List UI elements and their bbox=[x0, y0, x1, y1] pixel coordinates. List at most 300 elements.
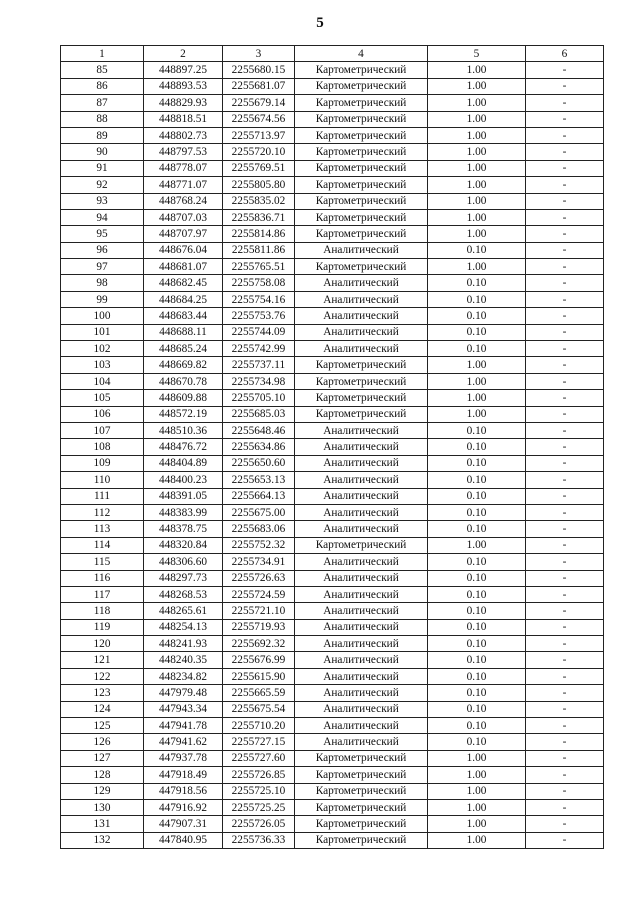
accuracy-cell: 0.10 bbox=[428, 455, 526, 471]
table-row bbox=[61, 816, 604, 832]
note-cell: - bbox=[526, 422, 604, 438]
x-coordinate-cell: 448572.19 bbox=[144, 406, 223, 422]
note-cell: - bbox=[526, 586, 604, 602]
note-cell: - bbox=[526, 177, 604, 193]
y-coordinate-cell: 2255726.85 bbox=[223, 767, 295, 783]
point-number-cell: 131 bbox=[61, 816, 144, 832]
table-row bbox=[61, 341, 604, 357]
y-coordinate-cell: 2255736.33 bbox=[223, 832, 295, 848]
method-cell: Картометрический bbox=[295, 816, 428, 832]
method-cell: Аналитический bbox=[295, 341, 428, 357]
method-cell: Аналитический bbox=[295, 701, 428, 717]
table-row bbox=[61, 619, 604, 635]
accuracy-cell: 0.10 bbox=[428, 291, 526, 307]
method-cell: Аналитический bbox=[295, 554, 428, 570]
table-row bbox=[61, 455, 604, 471]
point-number-cell: 85 bbox=[61, 62, 144, 78]
method-cell: Аналитический bbox=[295, 718, 428, 734]
point-number-cell: 98 bbox=[61, 275, 144, 291]
point-number-cell: 90 bbox=[61, 144, 144, 160]
accuracy-cell: 1.00 bbox=[428, 78, 526, 94]
x-coordinate-cell: 448234.82 bbox=[144, 668, 223, 684]
note-cell: - bbox=[526, 504, 604, 520]
accuracy-cell: 0.10 bbox=[428, 275, 526, 291]
method-cell: Аналитический bbox=[295, 570, 428, 586]
method-cell: Аналитический bbox=[295, 422, 428, 438]
note-cell: - bbox=[526, 259, 604, 275]
point-number-cell: 104 bbox=[61, 373, 144, 389]
point-number-cell: 100 bbox=[61, 308, 144, 324]
accuracy-cell: 1.00 bbox=[428, 373, 526, 389]
method-cell: Аналитический bbox=[295, 488, 428, 504]
accuracy-cell: 0.10 bbox=[428, 685, 526, 701]
table-row bbox=[61, 718, 604, 734]
note-cell: - bbox=[526, 144, 604, 160]
accuracy-cell: 0.10 bbox=[428, 570, 526, 586]
point-number-cell: 87 bbox=[61, 95, 144, 111]
point-number-cell: 97 bbox=[61, 259, 144, 275]
accuracy-cell: 1.00 bbox=[428, 144, 526, 160]
method-cell: Аналитический bbox=[295, 275, 428, 291]
table-row bbox=[61, 242, 604, 258]
y-coordinate-cell: 2255681.07 bbox=[223, 78, 295, 94]
accuracy-cell: 0.10 bbox=[428, 619, 526, 635]
method-cell: Картометрический bbox=[295, 226, 428, 242]
point-number-cell: 126 bbox=[61, 734, 144, 750]
point-number-cell: 128 bbox=[61, 767, 144, 783]
accuracy-cell: 1.00 bbox=[428, 177, 526, 193]
note-cell: - bbox=[526, 160, 604, 176]
table-row bbox=[61, 357, 604, 373]
table-row bbox=[61, 308, 604, 324]
x-coordinate-cell: 447941.78 bbox=[144, 718, 223, 734]
table-row bbox=[61, 259, 604, 275]
note-cell: - bbox=[526, 111, 604, 127]
accuracy-cell: 1.00 bbox=[428, 390, 526, 406]
y-coordinate-cell: 2255811.86 bbox=[223, 242, 295, 258]
y-coordinate-cell: 2255721.10 bbox=[223, 603, 295, 619]
method-cell: Картометрический bbox=[295, 193, 428, 209]
note-cell: - bbox=[526, 488, 604, 504]
method-cell: Картометрический bbox=[295, 390, 428, 406]
point-number-cell: 86 bbox=[61, 78, 144, 94]
table-row bbox=[61, 570, 604, 586]
point-number-cell: 105 bbox=[61, 390, 144, 406]
table-row bbox=[61, 652, 604, 668]
table-row bbox=[61, 537, 604, 553]
point-number-cell: 106 bbox=[61, 406, 144, 422]
note-cell: - bbox=[526, 275, 604, 291]
y-coordinate-cell: 2255769.51 bbox=[223, 160, 295, 176]
note-cell: - bbox=[526, 242, 604, 258]
table-row bbox=[61, 521, 604, 537]
point-number-cell: 122 bbox=[61, 668, 144, 684]
table-row bbox=[61, 734, 604, 750]
table-row bbox=[61, 685, 604, 701]
point-number-cell: 132 bbox=[61, 832, 144, 848]
method-cell: Картометрический bbox=[295, 259, 428, 275]
point-number-cell: 93 bbox=[61, 193, 144, 209]
point-number-cell: 111 bbox=[61, 488, 144, 504]
note-cell: - bbox=[526, 308, 604, 324]
y-coordinate-cell: 2255710.20 bbox=[223, 718, 295, 734]
x-coordinate-cell: 447840.95 bbox=[144, 832, 223, 848]
page-number: 5 bbox=[316, 15, 324, 31]
accuracy-cell: 0.10 bbox=[428, 586, 526, 602]
x-coordinate-cell: 448683.44 bbox=[144, 308, 223, 324]
table-row bbox=[61, 275, 604, 291]
note-cell: - bbox=[526, 521, 604, 537]
table-row bbox=[61, 488, 604, 504]
note-cell: - bbox=[526, 685, 604, 701]
table-row bbox=[61, 127, 604, 143]
x-coordinate-cell: 447937.78 bbox=[144, 750, 223, 766]
y-coordinate-cell: 2255737.11 bbox=[223, 357, 295, 373]
note-cell: - bbox=[526, 537, 604, 553]
note-cell: - bbox=[526, 734, 604, 750]
point-number-cell: 109 bbox=[61, 455, 144, 471]
y-coordinate-cell: 2255615.90 bbox=[223, 668, 295, 684]
point-number-cell: 114 bbox=[61, 537, 144, 553]
point-number-cell: 99 bbox=[61, 291, 144, 307]
accuracy-cell: 0.10 bbox=[428, 734, 526, 750]
y-coordinate-cell: 2255705.10 bbox=[223, 390, 295, 406]
x-coordinate-cell: 447907.31 bbox=[144, 816, 223, 832]
note-cell: - bbox=[526, 406, 604, 422]
x-coordinate-cell: 448797.53 bbox=[144, 144, 223, 160]
method-cell: Картометрический bbox=[295, 832, 428, 848]
x-coordinate-cell: 448265.61 bbox=[144, 603, 223, 619]
note-cell: - bbox=[526, 341, 604, 357]
note-cell: - bbox=[526, 373, 604, 389]
method-cell: Аналитический bbox=[295, 619, 428, 635]
accuracy-cell: 0.10 bbox=[428, 668, 526, 684]
table-row bbox=[61, 832, 604, 848]
table-row bbox=[61, 177, 604, 193]
accuracy-cell: 1.00 bbox=[428, 127, 526, 143]
y-coordinate-cell: 2255724.59 bbox=[223, 586, 295, 602]
method-cell: Картометрический bbox=[295, 78, 428, 94]
note-cell: - bbox=[526, 78, 604, 94]
method-cell: Аналитический bbox=[295, 439, 428, 455]
method-cell: Картометрический bbox=[295, 160, 428, 176]
accuracy-cell: 1.00 bbox=[428, 816, 526, 832]
y-coordinate-cell: 2255727.60 bbox=[223, 750, 295, 766]
x-coordinate-cell: 448893.53 bbox=[144, 78, 223, 94]
y-coordinate-cell: 2255685.03 bbox=[223, 406, 295, 422]
note-cell: - bbox=[526, 439, 604, 455]
method-cell: Аналитический bbox=[295, 603, 428, 619]
note-cell: - bbox=[526, 636, 604, 652]
point-number-cell: 113 bbox=[61, 521, 144, 537]
x-coordinate-cell: 448684.25 bbox=[144, 291, 223, 307]
y-coordinate-cell: 2255720.10 bbox=[223, 144, 295, 160]
accuracy-cell: 0.10 bbox=[428, 488, 526, 504]
note-cell: - bbox=[526, 783, 604, 799]
note-cell: - bbox=[526, 291, 604, 307]
y-coordinate-cell: 2255648.46 bbox=[223, 422, 295, 438]
x-coordinate-cell: 448707.97 bbox=[144, 226, 223, 242]
point-number-cell: 127 bbox=[61, 750, 144, 766]
table-row bbox=[61, 324, 604, 340]
table-row bbox=[61, 439, 604, 455]
x-coordinate-cell: 448897.25 bbox=[144, 62, 223, 78]
accuracy-cell: 0.10 bbox=[428, 439, 526, 455]
table-header-row bbox=[61, 46, 604, 62]
point-number-cell: 96 bbox=[61, 242, 144, 258]
note-cell: - bbox=[526, 816, 604, 832]
table-row bbox=[61, 504, 604, 520]
note-cell: - bbox=[526, 390, 604, 406]
table-row bbox=[61, 144, 604, 160]
method-cell: Аналитический bbox=[295, 504, 428, 520]
x-coordinate-cell: 448682.45 bbox=[144, 275, 223, 291]
x-coordinate-cell: 447918.56 bbox=[144, 783, 223, 799]
table-row bbox=[61, 160, 604, 176]
point-number-cell: 95 bbox=[61, 226, 144, 242]
coordinates-table-body bbox=[61, 46, 604, 849]
accuracy-cell: 1.00 bbox=[428, 226, 526, 242]
accuracy-cell: 0.10 bbox=[428, 701, 526, 717]
x-coordinate-cell: 448268.53 bbox=[144, 586, 223, 602]
table-row bbox=[61, 390, 604, 406]
accuracy-cell: 1.00 bbox=[428, 95, 526, 111]
note-cell: - bbox=[526, 701, 604, 717]
method-cell: Картометрический bbox=[295, 750, 428, 766]
y-coordinate-cell: 2255814.86 bbox=[223, 226, 295, 242]
note-cell: - bbox=[526, 193, 604, 209]
table-row bbox=[61, 603, 604, 619]
accuracy-cell: 1.00 bbox=[428, 62, 526, 78]
x-coordinate-cell: 448669.82 bbox=[144, 357, 223, 373]
accuracy-cell: 1.00 bbox=[428, 832, 526, 848]
method-cell: Картометрический bbox=[295, 799, 428, 815]
y-coordinate-cell: 2255744.09 bbox=[223, 324, 295, 340]
note-cell: - bbox=[526, 668, 604, 684]
accuracy-cell: 0.10 bbox=[428, 718, 526, 734]
method-cell: Аналитический bbox=[295, 668, 428, 684]
x-coordinate-cell: 447943.34 bbox=[144, 701, 223, 717]
accuracy-cell: 0.10 bbox=[428, 521, 526, 537]
note-cell: - bbox=[526, 619, 604, 635]
accuracy-cell: 1.00 bbox=[428, 537, 526, 553]
point-number-cell: 88 bbox=[61, 111, 144, 127]
y-coordinate-cell: 2255634.86 bbox=[223, 439, 295, 455]
x-coordinate-cell: 448391.05 bbox=[144, 488, 223, 504]
x-coordinate-cell: 448400.23 bbox=[144, 472, 223, 488]
accuracy-cell: 0.10 bbox=[428, 554, 526, 570]
y-coordinate-cell: 2255650.60 bbox=[223, 455, 295, 471]
method-cell: Аналитический bbox=[295, 242, 428, 258]
table-row bbox=[61, 193, 604, 209]
point-number-cell: 129 bbox=[61, 783, 144, 799]
header-cell-1: 1 bbox=[61, 46, 144, 62]
note-cell: - bbox=[526, 652, 604, 668]
method-cell: Картометрический bbox=[295, 783, 428, 799]
method-cell: Картометрический bbox=[295, 177, 428, 193]
x-coordinate-cell: 448802.73 bbox=[144, 127, 223, 143]
point-number-cell: 118 bbox=[61, 603, 144, 619]
note-cell: - bbox=[526, 357, 604, 373]
method-cell: Картометрический bbox=[295, 127, 428, 143]
method-cell: Аналитический bbox=[295, 472, 428, 488]
accuracy-cell: 1.00 bbox=[428, 406, 526, 422]
table-row bbox=[61, 799, 604, 815]
y-coordinate-cell: 2255836.71 bbox=[223, 209, 295, 225]
note-cell: - bbox=[526, 767, 604, 783]
table-row bbox=[61, 554, 604, 570]
method-cell: Аналитический bbox=[295, 652, 428, 668]
x-coordinate-cell: 448688.11 bbox=[144, 324, 223, 340]
y-coordinate-cell: 2255726.63 bbox=[223, 570, 295, 586]
x-coordinate-cell: 448609.88 bbox=[144, 390, 223, 406]
table-row bbox=[61, 668, 604, 684]
y-coordinate-cell: 2255680.15 bbox=[223, 62, 295, 78]
point-number-cell: 103 bbox=[61, 357, 144, 373]
note-cell: - bbox=[526, 127, 604, 143]
point-number-cell: 120 bbox=[61, 636, 144, 652]
table-row bbox=[61, 226, 604, 242]
table-row bbox=[61, 767, 604, 783]
y-coordinate-cell: 2255692.32 bbox=[223, 636, 295, 652]
accuracy-cell: 1.00 bbox=[428, 783, 526, 799]
x-coordinate-cell: 448378.75 bbox=[144, 521, 223, 537]
y-coordinate-cell: 2255679.14 bbox=[223, 95, 295, 111]
note-cell: - bbox=[526, 799, 604, 815]
point-number-cell: 121 bbox=[61, 652, 144, 668]
header-cell-4: 4 bbox=[295, 46, 428, 62]
y-coordinate-cell: 2255664.13 bbox=[223, 488, 295, 504]
x-coordinate-cell: 448241.93 bbox=[144, 636, 223, 652]
accuracy-cell: 0.10 bbox=[428, 324, 526, 340]
x-coordinate-cell: 448818.51 bbox=[144, 111, 223, 127]
table-row bbox=[61, 62, 604, 78]
y-coordinate-cell: 2255752.32 bbox=[223, 537, 295, 553]
x-coordinate-cell: 448768.24 bbox=[144, 193, 223, 209]
y-coordinate-cell: 2255675.00 bbox=[223, 504, 295, 520]
table-row bbox=[61, 209, 604, 225]
x-coordinate-cell: 448778.07 bbox=[144, 160, 223, 176]
accuracy-cell: 1.00 bbox=[428, 750, 526, 766]
header-cell-2: 2 bbox=[144, 46, 223, 62]
y-coordinate-cell: 2255676.99 bbox=[223, 652, 295, 668]
y-coordinate-cell: 2255713.97 bbox=[223, 127, 295, 143]
y-coordinate-cell: 2255725.25 bbox=[223, 799, 295, 815]
x-coordinate-cell: 448771.07 bbox=[144, 177, 223, 193]
accuracy-cell: 1.00 bbox=[428, 767, 526, 783]
table-row bbox=[61, 373, 604, 389]
accuracy-cell: 1.00 bbox=[428, 799, 526, 815]
method-cell: Картометрический bbox=[295, 357, 428, 373]
method-cell: Аналитический bbox=[295, 734, 428, 750]
coordinates-table bbox=[60, 45, 604, 849]
note-cell: - bbox=[526, 472, 604, 488]
point-number-cell: 116 bbox=[61, 570, 144, 586]
point-number-cell: 89 bbox=[61, 127, 144, 143]
x-coordinate-cell: 448476.72 bbox=[144, 439, 223, 455]
y-coordinate-cell: 2255835.02 bbox=[223, 193, 295, 209]
table-row bbox=[61, 406, 604, 422]
table-row bbox=[61, 701, 604, 717]
x-coordinate-cell: 448240.35 bbox=[144, 652, 223, 668]
x-coordinate-cell: 447918.49 bbox=[144, 767, 223, 783]
note-cell: - bbox=[526, 718, 604, 734]
x-coordinate-cell: 448254.13 bbox=[144, 619, 223, 635]
accuracy-cell: 0.10 bbox=[428, 652, 526, 668]
y-coordinate-cell: 2255765.51 bbox=[223, 259, 295, 275]
y-coordinate-cell: 2255734.91 bbox=[223, 554, 295, 570]
method-cell: Аналитический bbox=[295, 324, 428, 340]
y-coordinate-cell: 2255675.54 bbox=[223, 701, 295, 717]
table-row bbox=[61, 750, 604, 766]
accuracy-cell: 0.10 bbox=[428, 422, 526, 438]
point-number-cell: 124 bbox=[61, 701, 144, 717]
point-number-cell: 110 bbox=[61, 472, 144, 488]
table-row bbox=[61, 422, 604, 438]
table-row bbox=[61, 78, 604, 94]
x-coordinate-cell: 448685.24 bbox=[144, 341, 223, 357]
table-row bbox=[61, 783, 604, 799]
y-coordinate-cell: 2255725.10 bbox=[223, 783, 295, 799]
method-cell: Картометрический bbox=[295, 373, 428, 389]
x-coordinate-cell: 447941.62 bbox=[144, 734, 223, 750]
x-coordinate-cell: 448670.78 bbox=[144, 373, 223, 389]
table-row bbox=[61, 636, 604, 652]
y-coordinate-cell: 2255742.99 bbox=[223, 341, 295, 357]
point-number-cell: 94 bbox=[61, 209, 144, 225]
accuracy-cell: 0.10 bbox=[428, 504, 526, 520]
y-coordinate-cell: 2255758.08 bbox=[223, 275, 295, 291]
point-number-cell: 125 bbox=[61, 718, 144, 734]
y-coordinate-cell: 2255665.59 bbox=[223, 685, 295, 701]
method-cell: Картометрический bbox=[295, 111, 428, 127]
accuracy-cell: 1.00 bbox=[428, 357, 526, 373]
x-coordinate-cell: 448306.60 bbox=[144, 554, 223, 570]
method-cell: Аналитический bbox=[295, 685, 428, 701]
y-coordinate-cell: 2255805.80 bbox=[223, 177, 295, 193]
point-number-cell: 115 bbox=[61, 554, 144, 570]
y-coordinate-cell: 2255753.76 bbox=[223, 308, 295, 324]
method-cell: Аналитический bbox=[295, 455, 428, 471]
method-cell: Аналитический bbox=[295, 291, 428, 307]
accuracy-cell: 1.00 bbox=[428, 259, 526, 275]
note-cell: - bbox=[526, 226, 604, 242]
accuracy-cell: 0.10 bbox=[428, 308, 526, 324]
point-number-cell: 107 bbox=[61, 422, 144, 438]
method-cell: Картометрический bbox=[295, 62, 428, 78]
x-coordinate-cell: 448829.93 bbox=[144, 95, 223, 111]
note-cell: - bbox=[526, 209, 604, 225]
accuracy-cell: 0.10 bbox=[428, 472, 526, 488]
accuracy-cell: 1.00 bbox=[428, 111, 526, 127]
point-number-cell: 91 bbox=[61, 160, 144, 176]
x-coordinate-cell: 447916.92 bbox=[144, 799, 223, 815]
y-coordinate-cell: 2255653.13 bbox=[223, 472, 295, 488]
accuracy-cell: 1.00 bbox=[428, 209, 526, 225]
table-row bbox=[61, 111, 604, 127]
y-coordinate-cell: 2255734.98 bbox=[223, 373, 295, 389]
x-coordinate-cell: 448383.99 bbox=[144, 504, 223, 520]
method-cell: Картометрический bbox=[295, 209, 428, 225]
accuracy-cell: 0.10 bbox=[428, 242, 526, 258]
point-number-cell: 123 bbox=[61, 685, 144, 701]
x-coordinate-cell: 448404.89 bbox=[144, 455, 223, 471]
y-coordinate-cell: 2255726.05 bbox=[223, 816, 295, 832]
y-coordinate-cell: 2255727.15 bbox=[223, 734, 295, 750]
accuracy-cell: 1.00 bbox=[428, 193, 526, 209]
point-number-cell: 101 bbox=[61, 324, 144, 340]
y-coordinate-cell: 2255674.56 bbox=[223, 111, 295, 127]
